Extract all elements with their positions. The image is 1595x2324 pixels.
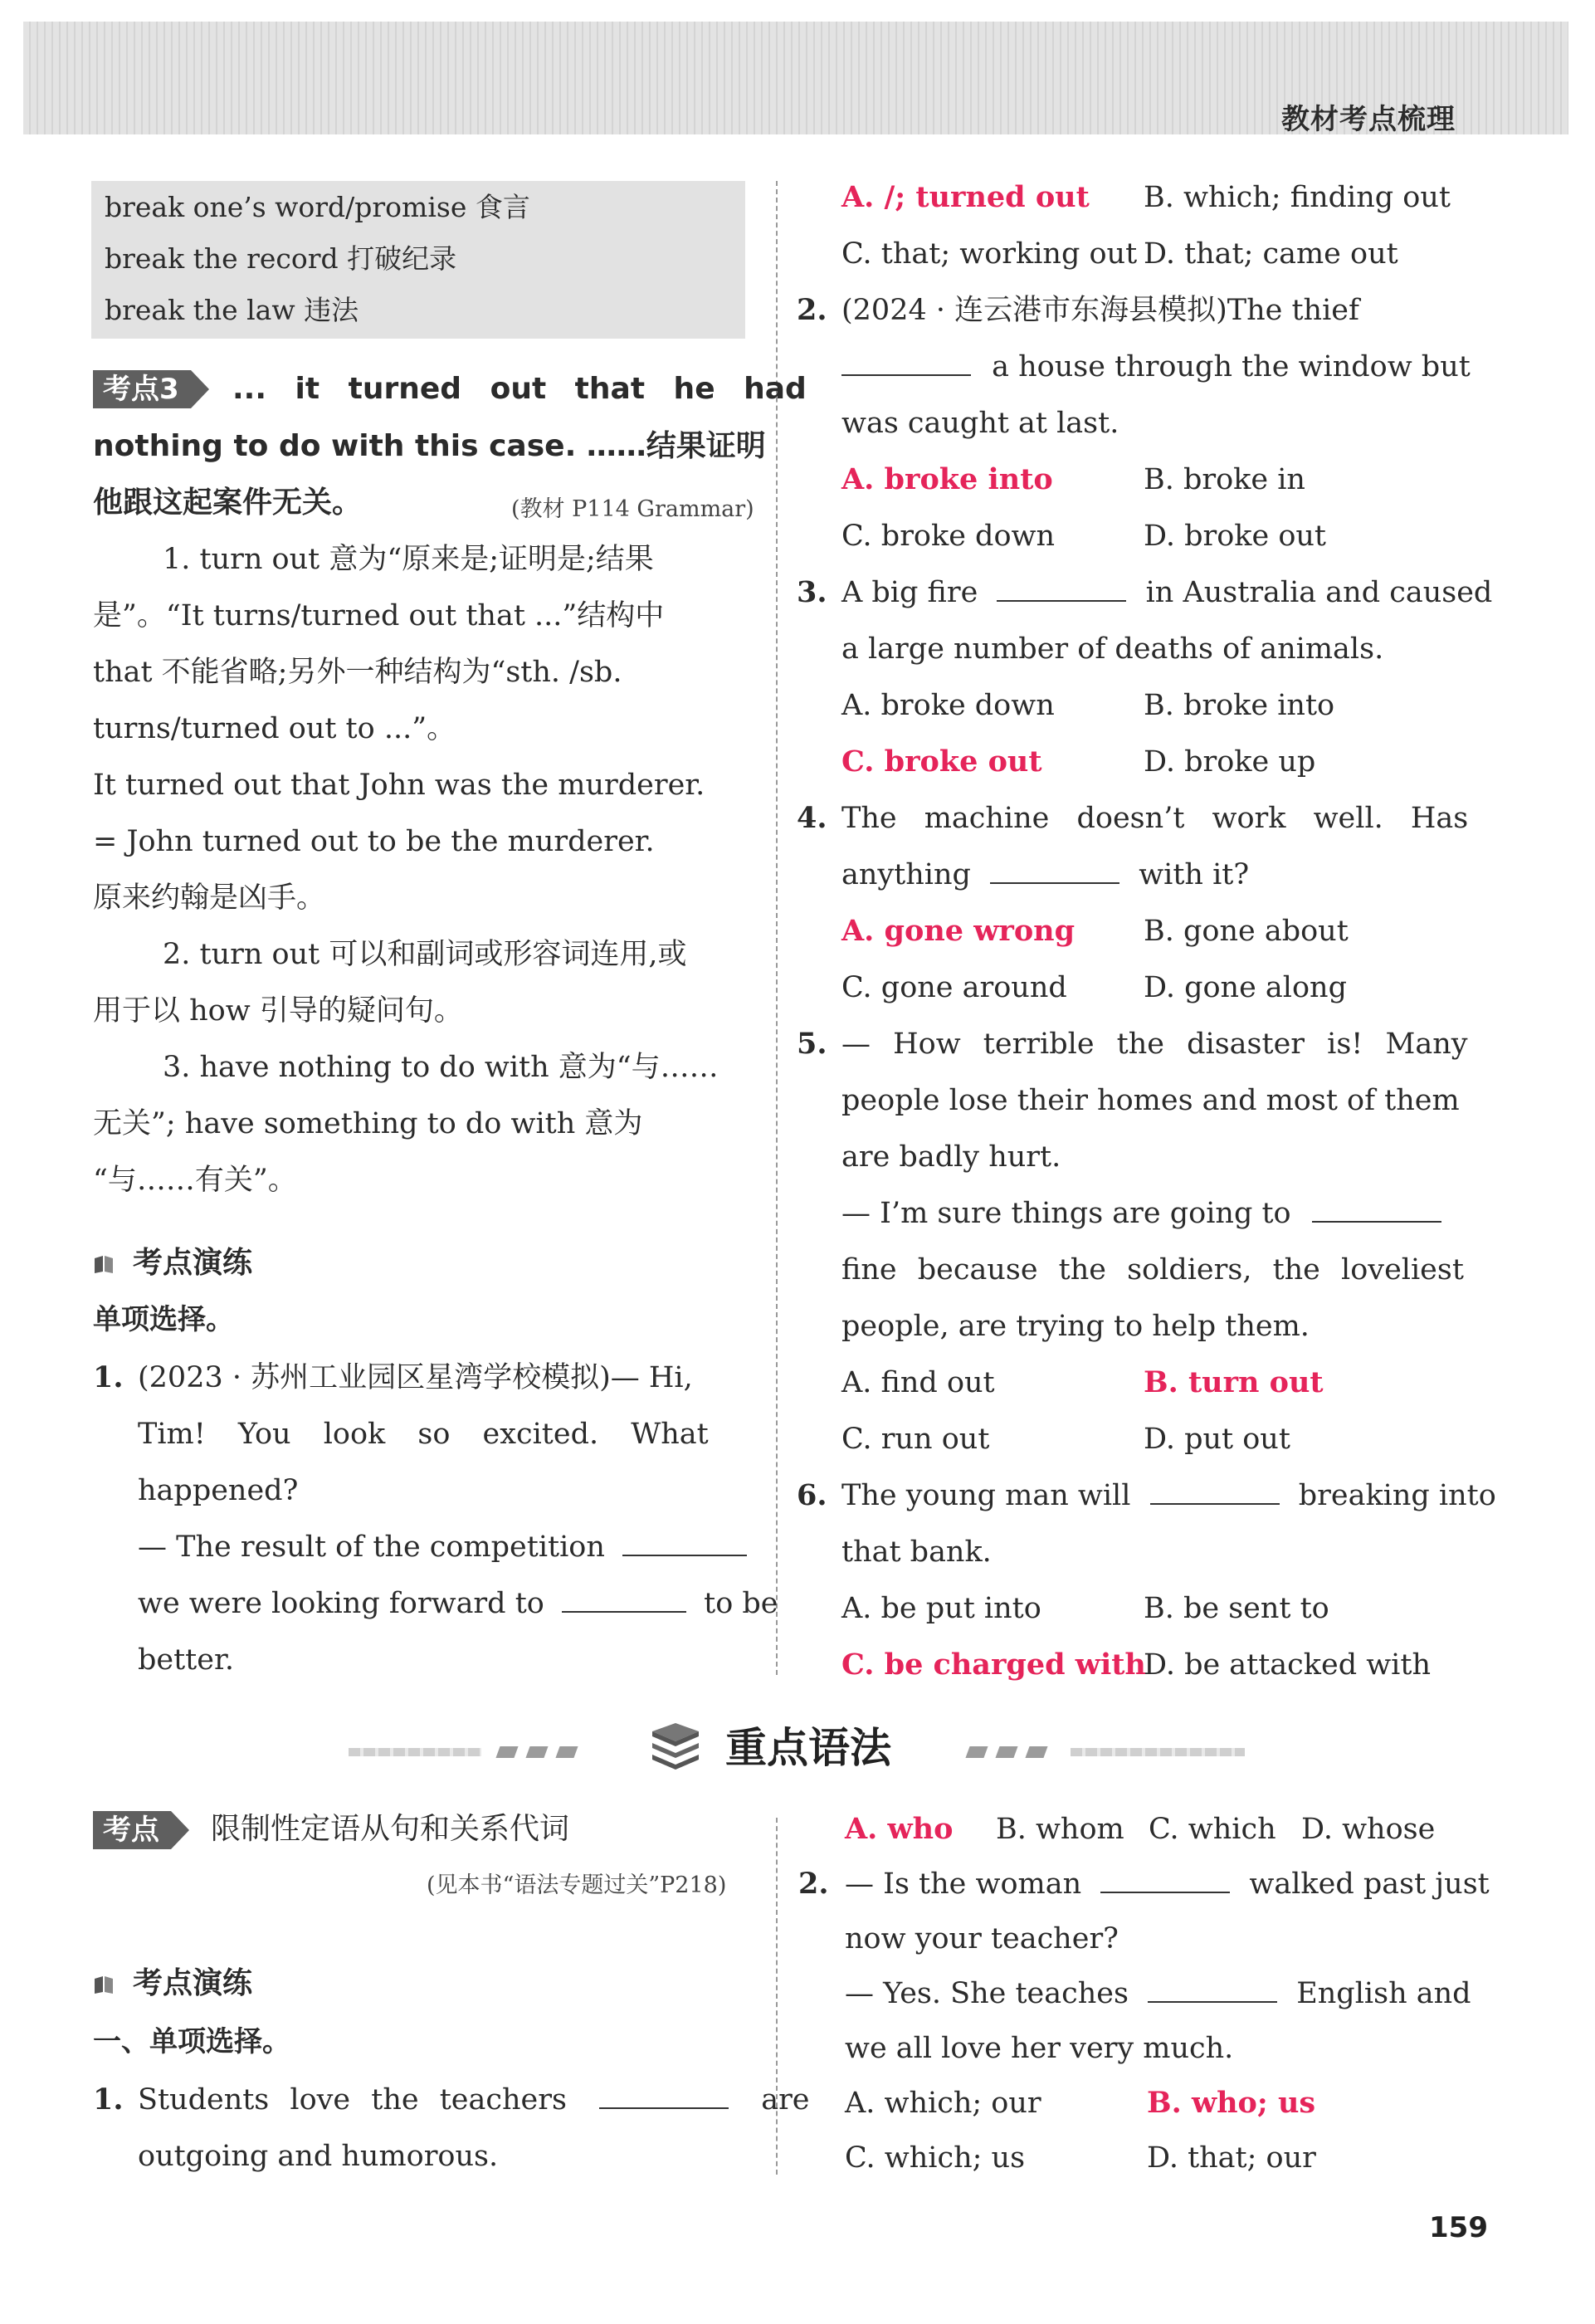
vocab-line: break the law 违法 xyxy=(105,294,359,326)
section-dash xyxy=(1025,1746,1047,1758)
question-text: — How terrible the disaster is! Many xyxy=(841,1028,1468,1061)
books-icon xyxy=(649,1721,702,1771)
question-text xyxy=(138,2082,810,2118)
kaodian3-heading-line2: nothing to do with this case. ……结果证明 xyxy=(93,429,766,463)
question-text xyxy=(138,1529,747,1565)
example-line: 原来约翰是凶手。 xyxy=(93,881,326,915)
option-c-answer[interactable]: C. broke out xyxy=(841,745,1042,779)
option-c-answer[interactable]: C. be charged with xyxy=(841,1648,1146,1682)
header-title: 教材考点梳理 xyxy=(1281,103,1456,136)
section-dash xyxy=(495,1746,518,1758)
option-a[interactable]: A. broke down xyxy=(841,689,1055,722)
question-number: 2. xyxy=(797,293,827,327)
option-b[interactable]: B. be sent to xyxy=(1144,1592,1329,1625)
option-a-answer[interactable]: A. gone wrong xyxy=(841,914,1076,948)
question-text-part: Students love the teachers xyxy=(138,2083,567,2116)
kaodian-tag: 考点3 xyxy=(93,370,191,408)
option-d[interactable]: D. gone along xyxy=(1144,971,1347,1004)
question-text-part: in Australia and caused xyxy=(1145,576,1493,609)
option-b[interactable]: B. whom xyxy=(996,1813,1124,1846)
question-text: better. xyxy=(138,1643,234,1677)
question-text-part: — Is the woman xyxy=(845,1868,1082,1901)
book-icon xyxy=(93,1253,115,1275)
question-text: are badly hurt. xyxy=(841,1140,1061,1174)
section-title: 重点语法 xyxy=(725,1724,891,1772)
answer-blank[interactable] xyxy=(1148,1976,1277,2003)
option-a[interactable]: A. find out xyxy=(841,1366,995,1399)
option-c[interactable]: C. run out xyxy=(841,1423,990,1456)
grammar-tag: 考点 xyxy=(93,1811,171,1849)
answer-blank[interactable] xyxy=(1100,1867,1230,1893)
option-d[interactable]: D. that; came out xyxy=(1144,237,1398,271)
question-text-part: — Yes. She teaches xyxy=(845,1977,1129,2010)
question-text xyxy=(841,1195,1441,1232)
option-a-answer[interactable]: A. /; turned out xyxy=(841,180,1090,214)
question-text-part: anything xyxy=(841,858,971,891)
kaodian3-heading-line3: 他跟这起案件无关。 xyxy=(93,486,363,520)
question-number: 4. xyxy=(797,801,827,835)
question-text xyxy=(841,349,1471,385)
note-line: turns/turned out to ...”。 xyxy=(93,712,456,745)
option-b-answer[interactable]: B. who; us xyxy=(1147,2086,1316,2120)
option-c[interactable]: C. that; working out xyxy=(841,237,1138,271)
option-b[interactable]: B. gone about xyxy=(1144,915,1349,948)
question-number: 2. xyxy=(798,1867,829,1901)
question-number: 1. xyxy=(93,1360,124,1394)
question-text: Tim! You look so excited. What xyxy=(138,1418,709,1451)
answer-blank[interactable] xyxy=(1150,1478,1280,1505)
question-number: 6. xyxy=(797,1478,827,1512)
question-text-part: walked past just xyxy=(1249,1868,1490,1901)
question-text xyxy=(841,1477,1496,1514)
question-text: (2024 · 连云港市东海县模拟)The thief xyxy=(841,294,1359,327)
question-text-part: — I’m sure things are going to xyxy=(841,1197,1291,1230)
question-text-part: we were looking forward to xyxy=(138,1587,544,1620)
vocab-line: break one’s word/promise 食言 xyxy=(105,191,530,223)
option-a[interactable]: A. be put into xyxy=(841,1592,1041,1625)
answer-blank[interactable] xyxy=(622,1530,747,1556)
question-text-part: English and xyxy=(1296,1977,1471,2010)
book-icon xyxy=(93,1974,115,1995)
section-line-left xyxy=(349,1748,481,1756)
question-number: 3. xyxy=(797,575,827,609)
note-line: that 不能省略;另外一种结构为“sth. /sb. xyxy=(93,656,622,689)
question-text-part: are xyxy=(761,2083,810,2116)
note-line: 用于以 how 引导的疑问句。 xyxy=(93,994,463,1028)
note-line: 无关”; have something to do with 意为 xyxy=(93,1107,643,1140)
practice-title: 考点演练 xyxy=(133,1246,253,1280)
option-c[interactable]: C. which; us xyxy=(845,2141,1026,2175)
question-number: 5. xyxy=(797,1027,827,1061)
grammar-heading: 限制性定语从句和关系代词 xyxy=(211,1812,570,1846)
question-text-part: breaking into xyxy=(1298,1479,1496,1512)
option-b[interactable]: B. broke in xyxy=(1144,463,1305,496)
answer-blank[interactable] xyxy=(599,2082,729,2109)
question-text-part: with it? xyxy=(1139,858,1250,891)
question-text: (2023 · 苏州工业园区星湾学校模拟)— Hi, xyxy=(138,1361,693,1394)
question-text: outgoing and humorous. xyxy=(138,2140,499,2173)
option-d[interactable]: D. broke up xyxy=(1144,745,1316,779)
question-text: happened? xyxy=(138,1474,299,1507)
section-dash xyxy=(995,1746,1017,1758)
practice-title: 考点演练 xyxy=(133,1966,253,2000)
note-line: 2. turn out 可以和副词或形容词连用,或 xyxy=(163,938,687,971)
option-d[interactable]: D. broke out xyxy=(1144,520,1326,553)
section-dash xyxy=(525,1746,548,1758)
grammar-source: (见本书“语法专题过关”P218) xyxy=(427,1872,727,1898)
question-text: people lose their homes and most of them xyxy=(841,1084,1460,1117)
question-text: was caught at last. xyxy=(841,407,1119,440)
question-text-part: — The result of the competition xyxy=(138,1531,605,1564)
note-line: “与……有关”。 xyxy=(93,1164,297,1197)
question-text xyxy=(841,857,1249,893)
option-d[interactable]: D. put out xyxy=(1144,1423,1290,1456)
question-text xyxy=(841,574,1492,611)
option-a[interactable]: A. which; our xyxy=(845,2087,1041,2120)
question-number: 1. xyxy=(93,2082,124,2116)
option-b-answer[interactable]: B. turn out xyxy=(1144,1365,1324,1399)
question-text: that bank. xyxy=(841,1536,992,1569)
option-c[interactable]: C. gone around xyxy=(841,971,1067,1004)
kaodian3-heading xyxy=(232,371,807,408)
section-dash xyxy=(555,1746,578,1758)
option-d[interactable]: D. whose xyxy=(1301,1813,1436,1846)
question-text-part: A big fire xyxy=(841,576,978,609)
answer-blank[interactable] xyxy=(562,1586,686,1613)
option-d[interactable]: D. that; our xyxy=(1147,2141,1316,2175)
example-line: = John turned out to be the murderer. xyxy=(93,825,655,858)
question-text-part: The young man will xyxy=(841,1479,1131,1512)
note-line: 是”。“It turns/turned out that ...”结构中 xyxy=(93,599,665,632)
option-d[interactable]: D. be attacked with xyxy=(1144,1648,1431,1682)
question-text-part: to be xyxy=(704,1587,778,1620)
question-text xyxy=(138,1585,778,1622)
option-c[interactable]: C. broke down xyxy=(841,520,1056,553)
section-line-right xyxy=(1071,1748,1245,1756)
option-c[interactable]: C. which xyxy=(1149,1813,1276,1846)
option-b[interactable]: B. which; finding out xyxy=(1144,181,1451,214)
answer-blank[interactable] xyxy=(1312,1196,1441,1223)
note-line: 3. have nothing to do with 意为“与…… xyxy=(163,1051,719,1084)
option-a-answer[interactable]: A. broke into xyxy=(841,462,1053,496)
question-text: we all love her very much. xyxy=(845,2032,1234,2065)
question-text: people, are trying to help them. xyxy=(841,1310,1310,1343)
heading-text: ... it turned out that he had xyxy=(232,372,807,406)
example-line: It turned out that John was the murderer. xyxy=(93,769,705,802)
kaodian3-source: (教材 P114 Grammar) xyxy=(511,496,754,522)
column-divider-lower xyxy=(776,1818,778,2175)
answer-blank[interactable] xyxy=(990,857,1119,884)
section-dash xyxy=(965,1746,988,1758)
note-line: 1. turn out 意为“原来是;证明是;结果 xyxy=(163,543,654,576)
answer-blank[interactable] xyxy=(841,349,971,376)
practice-subtitle: 单项选择。 xyxy=(93,1303,234,1336)
page-number: 159 xyxy=(1429,2211,1488,2244)
question-text-part: a house through the window but xyxy=(992,350,1471,383)
option-b[interactable]: B. broke into xyxy=(1144,689,1335,722)
answer-blank[interactable] xyxy=(997,575,1126,602)
question-text: fine because the soldiers, the loveliest xyxy=(841,1253,1464,1286)
practice-subtitle: 一、单项选择。 xyxy=(93,2025,290,2058)
option-a-answer[interactable]: A. who xyxy=(845,1812,954,1846)
question-text xyxy=(845,1866,1490,1902)
vocab-line: break the record 打破纪录 xyxy=(105,242,457,275)
question-text xyxy=(845,1975,1471,2012)
question-text: now your teacher? xyxy=(845,1922,1119,1955)
question-text: The machine doesn’t work well. Has xyxy=(841,802,1469,835)
question-text: a large number of deaths of animals. xyxy=(841,632,1384,666)
